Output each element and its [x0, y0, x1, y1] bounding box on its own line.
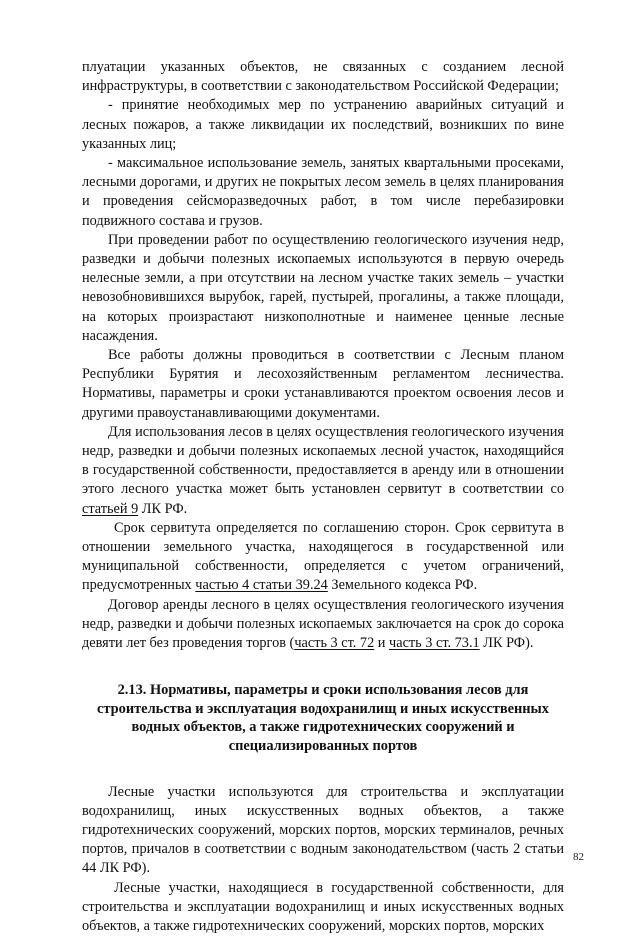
- paragraph-work-conditions: При проведении работ по осуществлению геологического изучения недр, разведки и добычи полезных ископаемых используются в первую очередь нелесные земли, а при отсутствии на лесном участке таких земель – участки невозобновившихся вырубок, гарей, пустырей, прогалины, а также площади, на которых произрастают низкополнотные и наименее ценные лесные насаждения.: [82, 231, 564, 344]
- text-segment: ЛК РФ).: [479, 635, 534, 652]
- paragraph-forest-plan: Все работы должны проводиться в соответствии с Лесным планом Республики Бурятия и лесохозяйственным регламентом лесничества. Нормативы, параметры и сроки устанавливаются проектом освоения лесов и другими правоустанавливающими документами.: [82, 347, 564, 421]
- paragraph-list-item-2: - максимальное использование земель, занятых квартальными просеками, лесными дорогами, и других не покрытых лесом земель в целях планирования и проведения сейсморазведочных работ, в том числе перебазировки подвижного состава и грузов.: [82, 155, 564, 229]
- text-segment: Договор аренды лесного в целях осуществления геологического изучения недр, разведки и добычи полезных ископаемых заключается на срок до сорока девяти лет без проведения торгов (: [82, 596, 564, 652]
- law-reference-link[interactable]: частью 4 статьи 39.24: [195, 577, 328, 594]
- paragraph-continuation: плуатации указанных объектов, не связанных с созданием лесной инфраструктуры, в соответствии с законодательством Российской Федерации;: [82, 59, 564, 95]
- paragraph-state-lands: Лесные участки, находящиеся в государственной собственности, для строительства и эксплуатации водохранилищ и иных искусственных водных объектов, а также гидротехнических сооружений, морских портов, морских: [82, 879, 564, 935]
- text-segment: ЛК РФ.: [138, 500, 188, 517]
- section-heading: 2.13. Нормативы, параметры и сроки использования лесов для строительства и эксплуатация водохранилищ и иных искусственных водных объектов, а также гидротехнических сооружений и специализированных портов: [96, 682, 549, 755]
- text-segment: Для использования лесов в целях осуществления геологического изучения недр, разведки и добычи полезных ископаемых лесной участок, находящийся в государственной собственности, предоставляется в аренду или в отношении этого лесного участка может быть установлен сервитут в соответствии со: [82, 423, 564, 498]
- law-reference-link[interactable]: часть 3 ст. 73.1: [389, 635, 480, 652]
- paragraph-lease-servitude: [82, 423, 564, 519]
- law-reference-link[interactable]: статьей 9: [82, 500, 139, 517]
- paragraph-servitude-term: [82, 519, 564, 596]
- page-number: 82: [573, 851, 584, 863]
- paragraph-water-objects: Лесные участки используются для строительства и эксплуатации водохранилищ, иных искусственных водных объектов, а также гидротехнических сооружений, морских портов, морских терминалов, речных портов, причалов в соответствии с водным законодательством (часть 2 статьи 44 ЛК РФ).: [82, 783, 564, 877]
- law-reference-link[interactable]: часть 3 ст. 72: [294, 635, 375, 652]
- text-segment: и: [374, 635, 390, 652]
- paragraph-list-item-1: - принятие необходимых мер по устранению аварийных ситуаций и лесных пожаров, а также ликвидации их последствий, возникших по вине указанных лиц;: [82, 97, 564, 152]
- paragraph-lease-term: [82, 596, 564, 654]
- text-segment: Срок сервитута определяется по соглашению сторон. Срок сервитута в отношении земельного участка, находящегося в государственной или муниципальной собственности, определяется с учетом ограничений, предусмотренных: [82, 519, 564, 594]
- text-segment: Земельного кодекса РФ.: [327, 577, 478, 594]
